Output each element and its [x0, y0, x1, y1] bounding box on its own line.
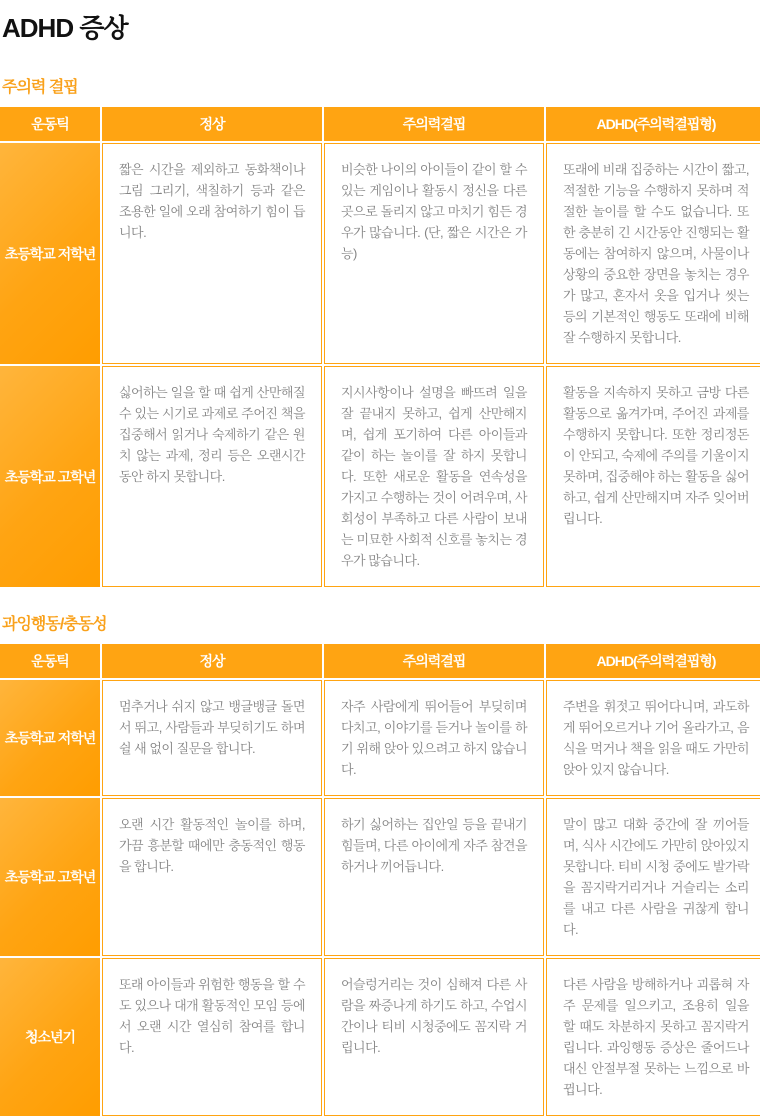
table-cell-normal: 멈추거나 쉬지 않고 뱅글뱅글 돌면서 뛰고, 사람들과 부딪히기도 하며 쉴 새 없이 질문을 합니다. [102, 680, 322, 796]
table-cell-adhd-type: 주변을 휘젓고 뛰어다니며, 과도하게 뛰어오르거나 기어 올라가고, 음식을 먹거나 책을 읽을 때도 가만히 앉아 있지 않습니다. [546, 680, 760, 796]
table-cell-attention-deficit: 비슷한 나이의 아이들이 같이 할 수 있는 게임이나 활동시 정신을 다른곳으로 돌리지 않고 마치기 힘든 경우가 많습니다. (단, 짧은 시간은 가능) [324, 143, 544, 364]
table-cell-attention-deficit: 자주 사람에게 뛰어들어 부딪히며 다치고, 이야기를 듣거나 놀이를 하기 위해 앉아 있으려고 하지 않습니다. [324, 680, 544, 796]
table-row-lower-elementary [0, 680, 760, 796]
table-cell-adhd-type: 또래에 비래 집중하는 시간이 짧고, 적절한 기능을 수행하지 못하며 적절한 놀이를 할 수도 없습니다. 또한 충분히 긴 시간동안 진행되는 활동에는 참여하지 않으며, 사물이나 상황의 중요한 장면을 놓치는 경우가 많고, 혼자서 옷을 입거나 씻는 등의 기본적인 행동도 또래에 비해 잘 수행하지 못합니다. [546, 143, 760, 364]
section-attention-deficit [0, 74, 760, 589]
table-cell-adhd-type: 활동을 지속하지 못하고 금방 다른 활동으로 옮겨가며, 주어진 과제를 수행하지 못합니다. 또한 정리정돈이 안되고, 숙제에 주의를 기울이지 못하며, 집중해야 하는 활동을 싫어하고, 쉽게 산만해지며 자주 잊어버립니다. [546, 366, 760, 587]
row-label: 청소년기 [0, 958, 100, 1116]
table-header-row [0, 644, 760, 678]
hyperactivity-table [0, 642, 760, 1118]
table-cell-normal: 싫어하는 일을 할 때 쉽게 산만해질 수 있는 시기로 과제로 주어진 책을 집중해서 읽거나 숙제하기 같은 원치 않는 과제, 정리 등은 오랜시간 동안 하지 못합니다. [102, 366, 322, 587]
section-hyperactivity-impulsivity [0, 611, 760, 1118]
column-header-adhd-type: ADHD(주의력결핍형) [546, 644, 760, 678]
row-label: 초등학교 고학년 [0, 798, 100, 956]
table-cell-attention-deficit: 지시사항이나 설명을 빠뜨려 일을 잘 끝내지 못하고, 쉽게 산만해지며, 쉽게 포기하여 다른 아이들과 같이 하는 놀이를 잘 하지 못합니다. 또한 새로운 활동을 연속성을 가지고 수행하는 것이 어려우며, 사회성이 부족하고 다른 사람이 보내는 미묘한 사회적 신호를 놓치는 경우가 많습니다. [324, 366, 544, 587]
column-header-normal: 정상 [102, 644, 322, 678]
column-header-attention-deficit: 주의력결핍 [324, 644, 544, 678]
section-title-hyperactivity: 과잉행동/충동성 [2, 616, 107, 633]
section-title-attention-deficit: 주의력 결핍 [2, 79, 78, 96]
table-cell-attention-deficit: 어슬렁거리는 것이 심해져 다른 사람을 짜증나게 하기도 하고, 수업시간이나 티비 시청중에도 꼼지락 거립니다. [324, 958, 544, 1116]
table-cell-adhd-type: 말이 많고 대화 중간에 잘 끼어들며, 식사 시간에도 가만히 앉아있지 못합니다. 티비 시청 중에도 발가락을 꼼지락거리거나 거슬리는 소리를 내고 다른 사람을 귀찮게 합니다. [546, 798, 760, 956]
column-header-tic: 운동틱 [0, 107, 100, 141]
table-cell-normal: 또래 아이들과 위험한 행동을 할 수도 있으나 대개 활동적인 모임 등에서 오랜 시간 열심히 참여를 합니다. [102, 958, 322, 1116]
column-header-tic: 운동틱 [0, 644, 100, 678]
column-header-adhd-type: ADHD(주의력결핍형) [546, 107, 760, 141]
column-header-normal: 정상 [102, 107, 322, 141]
column-header-attention-deficit: 주의력결핍 [324, 107, 544, 141]
row-label: 초등학교 저학년 [0, 143, 100, 364]
table-cell-adhd-type: 다른 사람을 방해하거나 괴롭혀 자주 문제를 일으키고, 조용히 일을 할 때도 차분하지 못하고 꼼지락거립니다. 과잉행동 증상은 줄어드나 대신 안절부절 못하는 느낌으로 바뀝니다. [546, 958, 760, 1116]
table-row-upper-elementary [0, 798, 760, 956]
row-label: 초등학교 고학년 [0, 366, 100, 587]
attention-deficit-table [0, 105, 760, 589]
table-cell-normal: 짧은 시간을 제외하고 동화책이나 그림 그리기, 색칠하기 등과 같은 조용한 일에 오래 참여하기 힘이 듭니다. [102, 143, 322, 364]
table-row-upper-elementary [0, 366, 760, 587]
table-row-adolescence [0, 958, 760, 1116]
row-label: 초등학교 저학년 [0, 680, 100, 796]
table-header-row [0, 107, 760, 141]
table-row-lower-elementary [0, 143, 760, 364]
table-cell-normal: 오랜 시간 활동적인 놀이를 하며, 가끔 흥분할 때에만 충동적인 행동을 합니다. [102, 798, 322, 956]
table-cell-attention-deficit: 하기 싫어하는 집안일 등을 끝내기 힘들며, 다른 아이에게 자주 참견을 하거나 끼어듭니다. [324, 798, 544, 956]
page-title: ADHD 증상 [2, 13, 128, 43]
adhd-symptoms-page [0, 8, 760, 1118]
